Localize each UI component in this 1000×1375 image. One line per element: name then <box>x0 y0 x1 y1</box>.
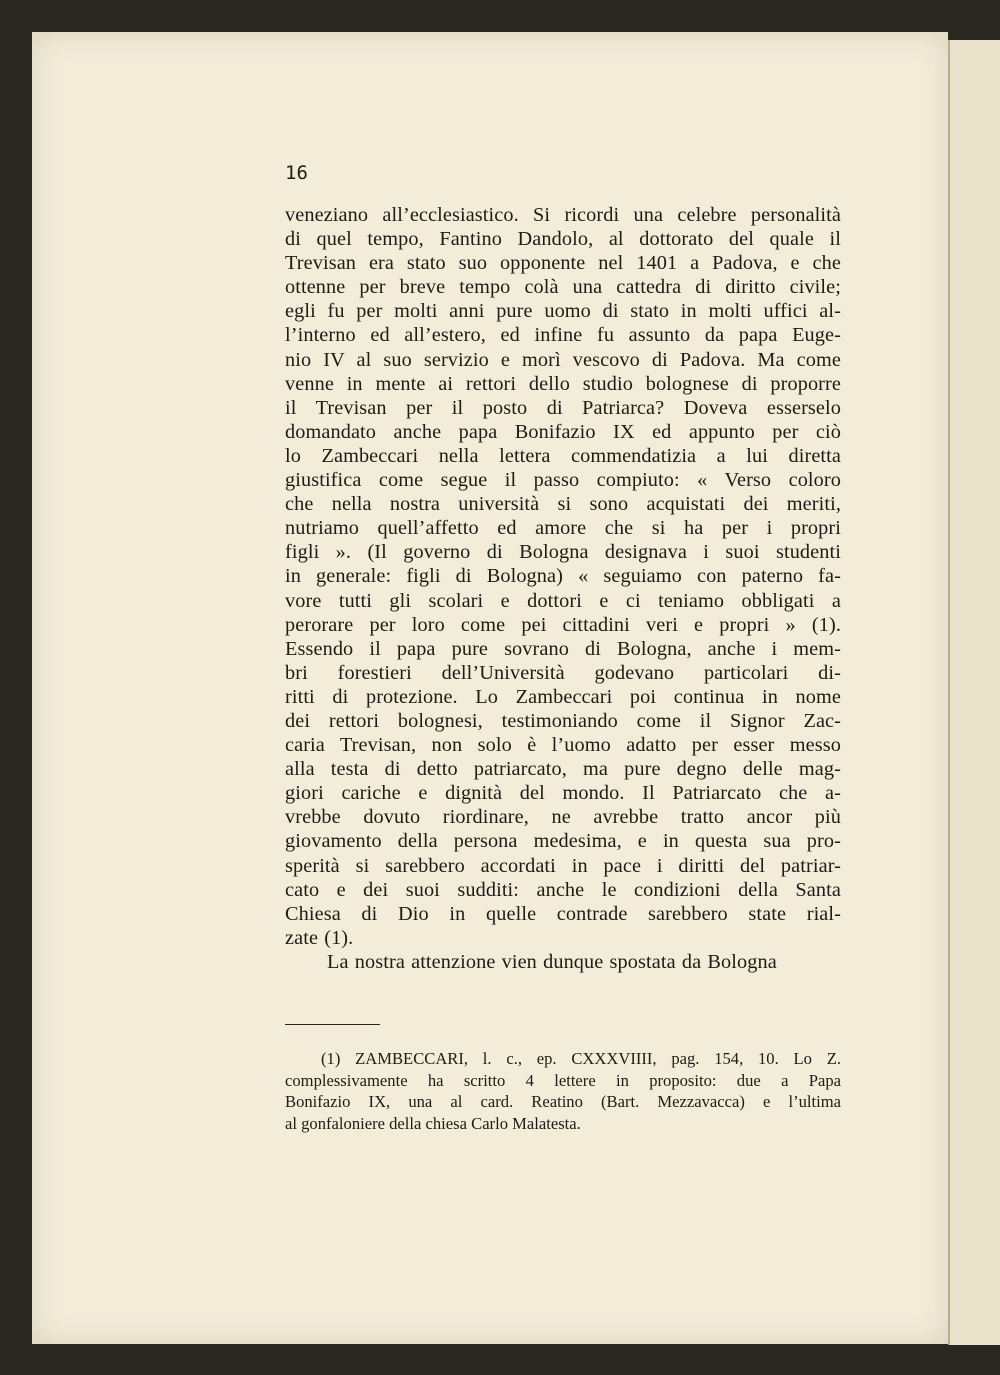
body-line: dei rettori bolognesi, testimoniando come il Signor Zac- <box>285 709 841 732</box>
body-line: venne in mente ai rettori dello studio bolognese di proporre <box>285 372 841 395</box>
body-line: in generale: figli di Bologna) « seguiamo con paterno fa- <box>285 565 841 588</box>
body-line: l’interno ed all’estero, ed infine fu assunto da papa Euge- <box>285 324 841 347</box>
footnote-line: (1) ZAMBECCARI, l. c., ep. CXXXVIIII, pag. 154, 10. Lo Z. <box>321 1049 841 1068</box>
footnote-line: Bonifazio IX, una al card. Reatino (Bart. Mezzavacca) e l’ultima <box>285 1092 841 1112</box>
body-line: perorare per loro come pei cittadini veri e propri » (1). <box>285 613 841 636</box>
body-line: di quel tempo, Fantino Dandolo, al dottorato del quale il <box>285 228 841 251</box>
body-line: veneziano all’ecclesiastico. Si ricordi una celebre personalità <box>285 204 841 226</box>
body-line: Chiesa di Dio in quelle contrade sarebbero state rial- <box>285 902 841 925</box>
body-line: domandato anche papa Bonifazio IX ed appunto per ciò <box>285 420 841 443</box>
body-line: vore tutti gli scolari e dottori e ci teniamo obbligati a <box>285 589 841 612</box>
adjacent-page-edge <box>948 40 1000 1345</box>
body-line: che nella nostra università si sono acquistati dei meriti, <box>285 493 841 516</box>
body-line: figli ». (Il governo di Bologna designava i suoi studenti <box>285 541 841 564</box>
body-line: giustifica come segue il passo compiuto: « Verso coloro <box>285 469 841 492</box>
body-line: egli fu per molti anni pure uomo di stato in molti uffici al- <box>285 300 841 323</box>
paragraph-start-line: La nostra attenzione vien dunque spostata da Bologna <box>327 950 777 973</box>
footnotes <box>285 1048 841 1135</box>
body-line: sperità si sarebbero accordati in pace i diritti del patriar- <box>285 854 841 877</box>
body-line: Trevisan era stato suo opponente nel 1401 a Padova, e che <box>285 252 841 275</box>
page-number: 16 <box>285 162 308 184</box>
body-line: Essendo il papa pure sovrano di Bologna, anche i mem- <box>285 637 841 660</box>
paragraph-end-line: zate (1). <box>285 926 354 949</box>
body-line: nutriamo quell’affetto ed amore che si ha per i propri <box>285 517 841 540</box>
body-line: caria Trevisan, non solo è l’uomo adatto per esser messo <box>285 734 841 757</box>
body-line: ottenne per breve tempo colà una cattedra di diritto civile; <box>285 276 841 299</box>
body-line: cato e dei suoi sudditi: anche le condizioni della Santa <box>285 878 841 901</box>
body-line: alla testa di detto patriarcato, ma pure degno delle mag- <box>285 758 841 781</box>
body-line: il Trevisan per il posto di Patriarca? Doveva esserselo <box>285 396 841 419</box>
body-line: giori cariche e dignità del mondo. Il Patriarcato che a- <box>285 782 841 805</box>
body-line: lo Zambeccari nella lettera commendatizia a lui diretta <box>285 444 841 467</box>
body-line: ritti di protezione. Lo Zambeccari poi continua in nome <box>285 685 841 708</box>
footnote-line: complessivamente ha scritto 4 lettere in proposito: due a Papa <box>285 1070 841 1090</box>
body-line: bri forestieri dell’Università godevano particolari di- <box>285 661 841 684</box>
body-text <box>285 203 841 974</box>
body-line: vrebbe dovuto riordinare, ne avrebbe tratto ancor più <box>285 806 841 829</box>
body-line: giovamento della persona medesima, e in questa sua pro- <box>285 830 841 853</box>
body-line: nio IV al suo servizio e morì vescovo di Padova. Ma come <box>285 348 841 371</box>
footnote-divider <box>285 1024 380 1025</box>
footnote-line: al gonfaloniere della chiesa Carlo Malatesta. <box>285 1114 581 1134</box>
